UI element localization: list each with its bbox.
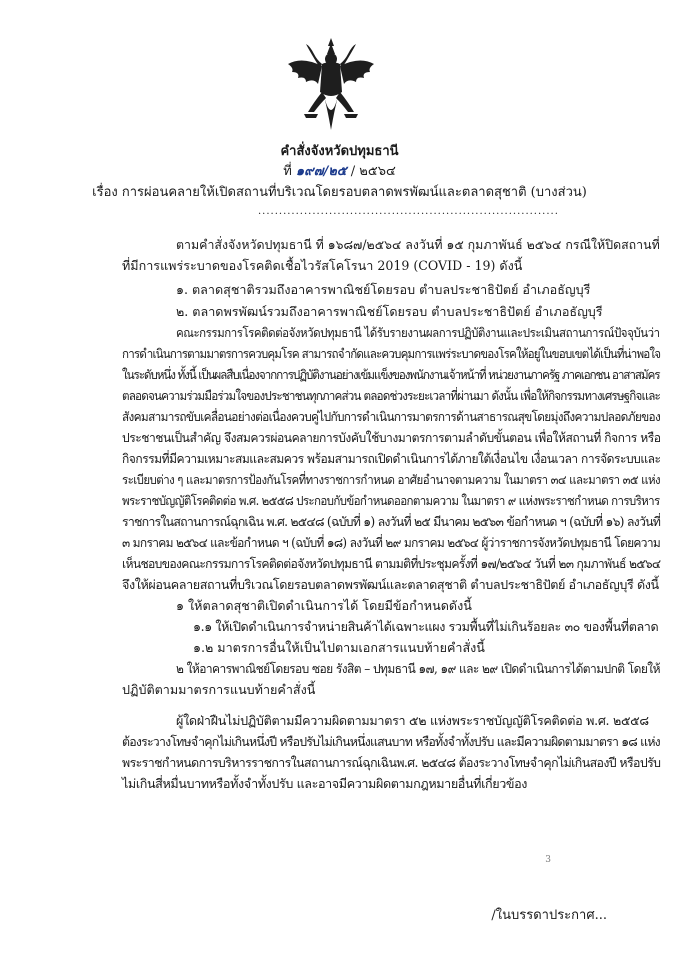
body-line: ๑.๑ ให้เปิดดำเนินการจำหน่ายสินค้าได้เฉพาะแผง รวมพื้นที่ไม่เกินร้อยละ ๓๐ ของพื้นที่ตลาด [193,619,659,634]
body-line: การดำเนินการตามมาตรการควบคุมโรค สามารถจำกัดและควบคุมการแพร่ระบาดของโรคให้อยู่ในขอบเขตได้เป็นที่น่าพอใจ [122,346,661,361]
body-line: ในระดับหนึ่ง ทั้งนี้ เป็นผลสืบเนื่องจากการปฏิบัติงานอย่างเข้มแข็งของพนักงานเจ้าหน้าที่ หน่วยงานภาครัฐ ภาคเอกชน อาสาสมัคร [122,367,660,382]
body-line: จึงให้ผ่อนคลายสถานที่บริเวณโดยรอบตลาดพรพัฒน์และตลาดสุชาติ ตำบลประชาธิปัตย์ อำเภอธัญบุรี ดังนี้ [122,577,659,592]
body-line: ผู้ใดฝ่าฝืนไม่ปฏิบัติตามมีความผิดตามมาตรา ๕๒ แห่งพระราชบัญญัติโรคติดต่อ พ.ศ. ๒๕๕๘ [176,713,649,728]
body-line: ต้องระวางโทษจำคุกไม่เกินหนึ่งปี หรือปรับไม่เกินหนึ่งแสนบาท หรือทั้งจำทั้งปรับ และมีความผิดตามมาตรา ๑๘ แห่ง [122,734,660,749]
body-line: ๑ ให้ตลาดสุชาติเปิดดำเนินการได้ โดยมีข้อกำหนดดังนี้ [176,598,472,613]
body-line: ตลอดจนความร่วมมือร่วมใจของประชาชนทุกภาคส่วน ตลอดช่วงระยะเวลาที่ผ่านมา ดังนั้น เพื่อให้กิจกรรมทางเศรษฐกิจและ [122,388,660,403]
body-line: ประชาชนเป็นสำคัญ จึงสมควรผ่อนคลายการบังคับใช้บางมาตรการตามลำดับขั้นตอน เพื่อให้สถานที่ กิจการ หรือ [122,430,661,445]
body-line: ๑. ตลาดสุชาติรวมถึงอาคารพาณิชย์โดยรอบ ตำบลประชาธิปัตย์ อำเภอธัญบุรี [176,282,591,297]
body-line: ที่มีการแพร่ระบาดของโรคติดเชื้อไวรัสโคโรนา 2019 (COVID - 19) ดังนี้ [122,258,523,273]
continuation-footer: /ในบรรดาประกาศ... [491,908,607,923]
order-subject: เรื่อง การผ่อนคลายให้เปิดสถานที่บริเวณโดยรอบตลาดพรพัฒน์และตลาดสุชาติ (บางส่วน) [92,185,587,200]
body-line: ราชการในสถานการณ์ฉุกเฉิน พ.ศ. ๒๕๔๘ (ฉบับที่ ๑) ลงวันที่ ๒๕ มีนาคม ๒๕๖๓ ข้อกำหนด ฯ (ฉบับที่ ๑๖) ลงวันที่ [122,514,661,529]
body-line: พระราชกำหนดการบริหารราชการในสถานการณ์ฉุกเฉินพ.ศ. ๒๕๔๘ ต้องระวางโทษจำคุกไม่เกินสองปี หรือปรับ [122,755,661,770]
body-line: กิจกรรมที่มีความเหมาะสมและสมควร พร้อมสามารถเปิดดำเนินการได้ภายใต้เงื่อนไข เงื่อนเวลา การจัดระบบและ [122,451,661,466]
separator-dots: ........................................................................ [258,206,559,217]
body-line: ๒ ให้อาคารพาณิชย์โดยรอบ ซอย รังสิต – ปทุมธานี ๑๗, ๑๙ และ ๒๙ เปิดดำเนินการได้ตามปกติ โดยให้ [176,661,660,676]
order-number [0,160,679,181]
body-line: ระเบียบต่าง ๆ และมาตรการป้องกันโรคที่ทางราชการกำหนด อาศัยอำนาจตามความ ในมาตรา ๓๔ และมาตรา ๓๕ แห่ง [122,472,661,487]
body-line: ๓ มกราคม ๒๕๖๔ และข้อกำหนด ฯ (ฉบับที่ ๑๘) ลงวันที่ ๒๙ มกราคม ๒๕๖๔ ผู้ว่าราชการจังหวัดปทุมธานี โดยความ [122,535,661,550]
body-line: คณะกรรมการโรคติดต่อจังหวัดปทุมธานี ได้รับรายงานผลการปฏิบัติงานและประเมินสถานการณ์ปัจจุบันว่า [176,325,660,340]
body-line: ปฏิบัติตามมาตรการแนบท้ายคำสั่งนี้ [122,682,316,697]
garuda-emblem-icon [284,34,378,134]
body-line: ตามคำสั่งจังหวัดปทุมธานี ที่ ๑๖๘๗/๒๕๖๔ ลงวันที่ ๑๕ กุมภาพันธ์ ๒๕๖๔ กรณีให้ปิดสถานที่ [176,237,660,252]
order-title: คำสั่งจังหวัดปทุมธานี [280,144,399,159]
body-line: เห็นชอบของคณะกรรมการโรคติดต่อจังหวัดปทุมธานี ตามมติที่ประชุมครั้งที่ ๑๗/๒๕๖๔ วันที่ ๒๓ กุมภาพันธ์ ๒๕๖๔ [122,556,661,571]
body-line: สังคมสามารถขับเคลื่อนอย่างต่อเนื่องควบคู่ไปกับการดำเนินการมาตรการด้านสาธารณสุขโดยมุ่งถึงความปลอดภัยของ [122,409,661,424]
body-line: ๒. ตลาดพรพัฒน์รวมถึงอาคารพาณิชย์โดยรอบ ตำบลประชาธิปัตย์ อำเภอธัญบุรี [176,304,603,319]
order-number-prefix: ที่ [283,164,292,179]
body-line: ๑.๒ มาตรการอื่นให้เป็นไปตามเอกสารแนบท้ายคำสั่งนี้ [193,640,485,655]
page-mark: 3 [545,855,551,865]
body-line: พระราชบัญญัติโรคติดต่อ พ.ศ. ๒๕๕๘ ประกอบกับข้อกำหนดออกตามความ ในมาตรา ๙ แห่งพระราชกำหนด การบริหาร [122,493,660,508]
order-number-handwritten: ๑๙๗/๒๕ [295,164,347,179]
order-number-suffix: / ๒๕๖๔ [350,164,396,179]
body-line: ไม่เกินสี่หมื่นบาทหรือทั้งจำทั้งปรับ และอาจมีความผิดตามกฎหมายอื่นที่เกี่ยวข้อง [122,776,527,791]
